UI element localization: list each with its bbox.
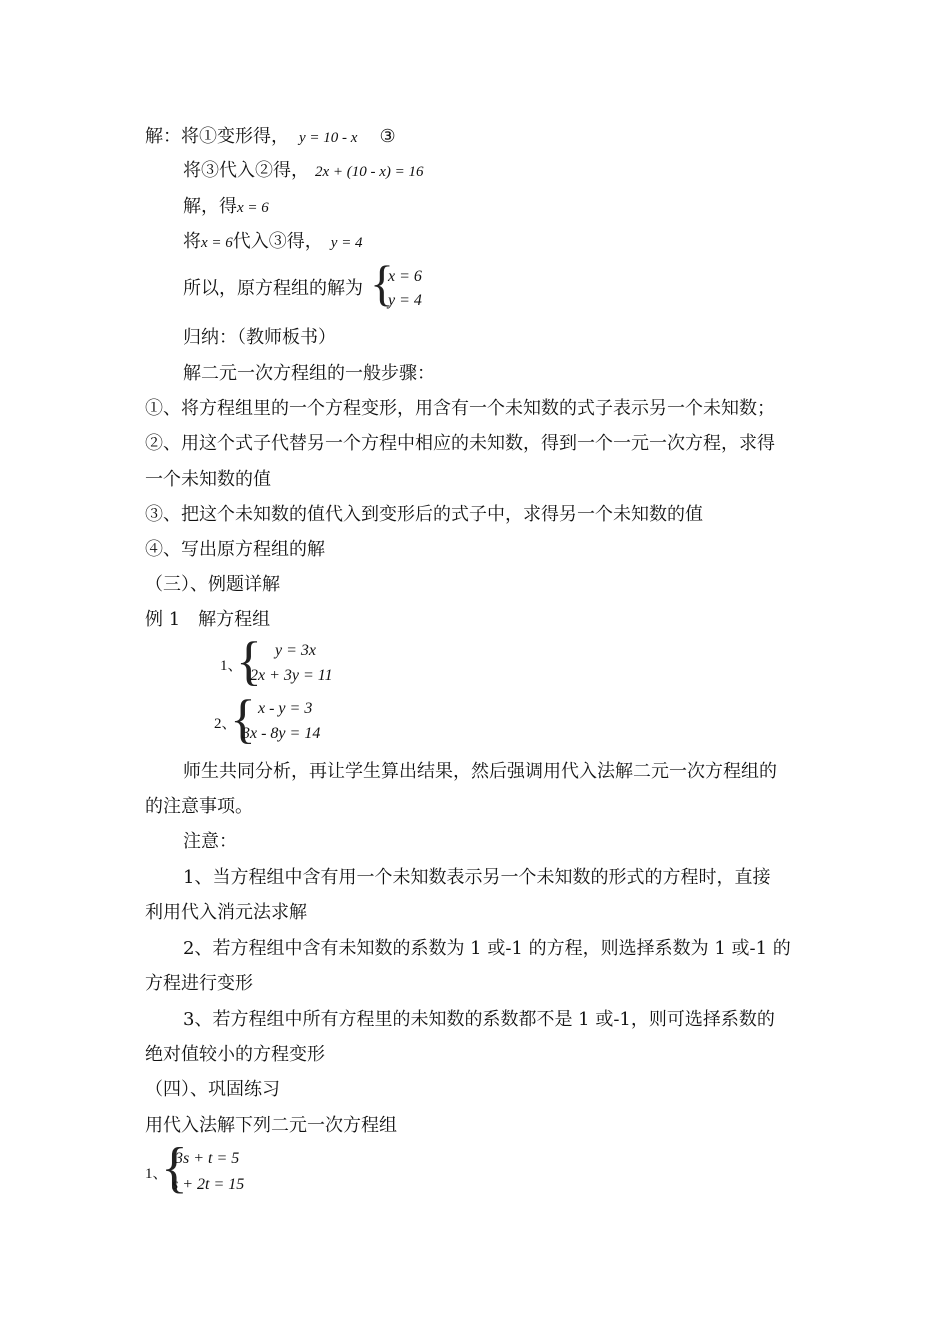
text: 代入③得，	[232, 231, 323, 252]
solution-system	[370, 255, 450, 314]
equation: 3s + t = 5	[175, 1150, 240, 1167]
solution-line-1	[145, 126, 396, 149]
note-3-cont: 绝对值较小的方程变形	[145, 1044, 325, 1065]
equation: x = 6	[201, 235, 233, 251]
brace: {	[236, 631, 262, 691]
paragraph-line: 师生共同分析，再让学生算出结果，然后强调用代入法解二元一次方程组的	[183, 761, 777, 782]
summary-heading: 归纳：（教师板书）	[183, 327, 336, 348]
equation: y = 3x	[275, 642, 316, 659]
example-system-2	[214, 689, 374, 750]
equation: s + 2t = 15	[172, 1176, 245, 1193]
text: 将	[183, 231, 201, 252]
equation: y = 4	[388, 292, 422, 309]
note-heading: 注意：	[183, 831, 237, 852]
step-1: ①、将方程组里的一个方程变形，用含有一个未知数的式子表示另一个未知数；	[145, 398, 775, 419]
equation: y = 4	[330, 235, 363, 251]
solution-line-4	[183, 231, 363, 254]
note-1: 1、当方程组中含有用一个未知数表示另一个未知数的形式的方程时，直接	[183, 867, 771, 888]
equation: 3x - 8y = 14	[242, 725, 321, 742]
step-4: ④、写出原方程组的解	[145, 539, 325, 560]
note-3: 3、若方程组中所有方程里的未知数的系数都不是 1 或-1，则可选择系数的	[183, 1009, 775, 1030]
label: 1、	[145, 1166, 168, 1182]
note-1-cont: 利用代入消元法求解	[145, 902, 307, 923]
step-2: ②、用这个式子代替另一个方程中相应的未知数，得到一个一元一次方程，求得	[145, 433, 775, 454]
text: 所以，原方程组的解为	[183, 278, 363, 299]
solution-line-2	[183, 160, 424, 183]
equation: 2x + (10 - x) = 16	[315, 164, 424, 180]
text: 解：将①变形得，	[145, 126, 289, 147]
brace: {	[161, 1137, 188, 1199]
circled-marker: ③	[379, 126, 396, 147]
section-heading-4: （四）、巩固练习	[145, 1079, 280, 1100]
equation: x - y = 3	[258, 700, 313, 717]
exercise-heading: 用代入法解下列二元一次方程组	[145, 1115, 397, 1136]
note-2: 2、若方程组中含有未知数的系数为 1 或-1 的方程，则选择系数为 1 或-1 的	[183, 938, 791, 959]
steps-heading: 解二元一次方程组的一般步骤：	[183, 363, 435, 384]
label: 1、	[220, 658, 243, 674]
equation: x = 6	[388, 268, 422, 285]
solution-line-3	[183, 196, 269, 219]
text: 解，得	[183, 196, 237, 217]
paragraph-line: 的注意事项。	[145, 796, 253, 817]
step-2-cont: 一个未知数的值	[145, 469, 271, 490]
exercise-system-1	[145, 1137, 305, 1200]
solution-line-5	[183, 278, 363, 300]
brace: {	[370, 255, 394, 311]
note-2-cont: 方程进行变形	[145, 973, 253, 994]
equation: y = 10 - x	[299, 130, 358, 146]
example-heading: 例 1 解方程组	[145, 609, 271, 630]
label: 2、	[214, 716, 237, 732]
text: 将③代入②得，	[183, 160, 309, 181]
brace: {	[230, 689, 256, 749]
equation: 2x + 3y = 11	[250, 667, 333, 684]
section-heading-3: （三）、例题详解	[145, 574, 280, 595]
example-system-1	[220, 631, 380, 692]
equation: x = 6	[237, 200, 269, 216]
step-3: ③、把这个未知数的值代入到变形后的式子中，求得另一个未知数的值	[145, 504, 703, 525]
